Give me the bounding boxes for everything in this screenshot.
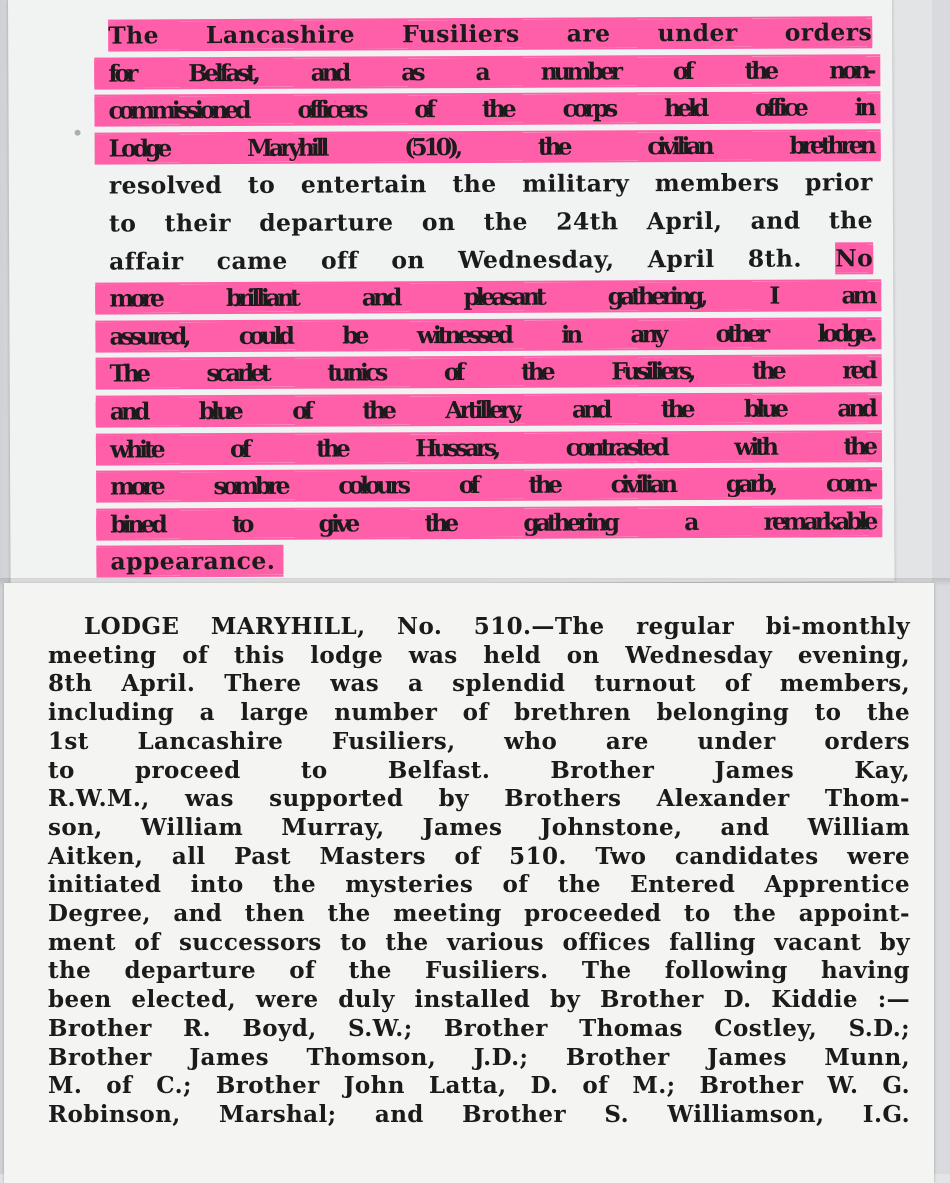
bottom-line-13: the departure of the Fusiliers. The following having — [48, 957, 910, 985]
bottom-line-3: 8th April. There was a splendid turnout of members, — [48, 670, 910, 698]
bottom-line-15: Brother R. Boyd, S.W.; Brother Thomas Costley, S.D.; — [48, 1014, 910, 1042]
top-line-1: The Lancashire Fusiliers are under orders — [108, 18, 873, 50]
bottom-newspaper-clipping — [4, 583, 934, 1183]
bottom-line-5: 1st Lancashire Fusiliers, who are under orders — [48, 727, 910, 755]
ink-spot — [75, 130, 81, 136]
bottom-line-16: Brother James Thomson, J.D.; Brother James Munn, — [48, 1043, 910, 1071]
top-line-10: The scarlet tunics of the Fusiliers, the red — [110, 353, 874, 394]
top-line-6: to their departure on the 24th April, and the — [108, 206, 874, 238]
bottom-clipping-text — [48, 613, 910, 1130]
top-line-2: for Belfast, and as a number of the non- — [108, 52, 872, 93]
bottom-line-10: initiated into the mysteries of the Entered Apprentice — [48, 871, 910, 899]
top-clipping-text — [108, 14, 874, 581]
bottom-line-1: LODGE MARYHILL, No. 510.—The regular bi-monthly — [84, 613, 910, 640]
top-newspaper-clipping — [8, 0, 895, 585]
top-line-7-text: affair came off on Wednesday, April 8th. — [109, 244, 802, 276]
top-line-13: more sombre colours of the civilian garb, com- — [110, 465, 874, 506]
top-line-8: more brilliant and pleasant gathering, I am — [109, 277, 873, 318]
top-line-14: bined to give the gathering a remarkable — [110, 503, 874, 544]
top-line-7-highlight: No — [835, 243, 874, 272]
bottom-line-17: M. of C.; Brother John Latta, D. of M.; Brother W. G. — [48, 1072, 910, 1100]
bottom-line-7: R.W.M., was supported by Brothers Alexander Thom- — [48, 785, 910, 813]
top-line-12: white of the Hussars, contrasted with the — [110, 428, 874, 469]
bottom-line-8: son, William Murray, James Johnstone, and William — [48, 813, 910, 841]
bottom-line-6: to proceed to Belfast. Brother James Kay, — [48, 756, 910, 784]
bottom-line-9: Aitken, all Past Masters of 510. Two candidates were — [48, 842, 910, 870]
backdrop-right — [932, 0, 950, 1174]
top-line-4: Lodge Maryhill (510), the civilian brethren — [109, 127, 873, 168]
bottom-line-14: been elected, were duly installed by Brother D. Kiddie :— — [48, 986, 910, 1014]
top-line-15: appearance. — [110, 541, 874, 582]
bottom-line-2: meeting of this lodge was held on Wednesday evening, — [48, 641, 910, 669]
bottom-line-11: Degree, and then the meeting proceeded to the appoint- — [48, 900, 910, 928]
top-line-11: and blue of the Artillery, and the blue and — [110, 390, 874, 431]
bottom-line-4: including a large number of brethren belonging to the — [48, 699, 910, 727]
bottom-line-18: Robinson, Marshal; and Brother S. Williamson, I.G. — [48, 1100, 910, 1128]
top-line-5: resolved to entertain the military members prior — [108, 168, 873, 200]
top-line-9: assured, could be witnessed in any other lodge. — [109, 315, 873, 356]
top-line-7 — [109, 240, 873, 281]
top-line-3: commissioned officers of the corps held office in — [108, 89, 872, 130]
bottom-line-12: ment of successors to the various offices falling vacant by — [48, 928, 910, 956]
